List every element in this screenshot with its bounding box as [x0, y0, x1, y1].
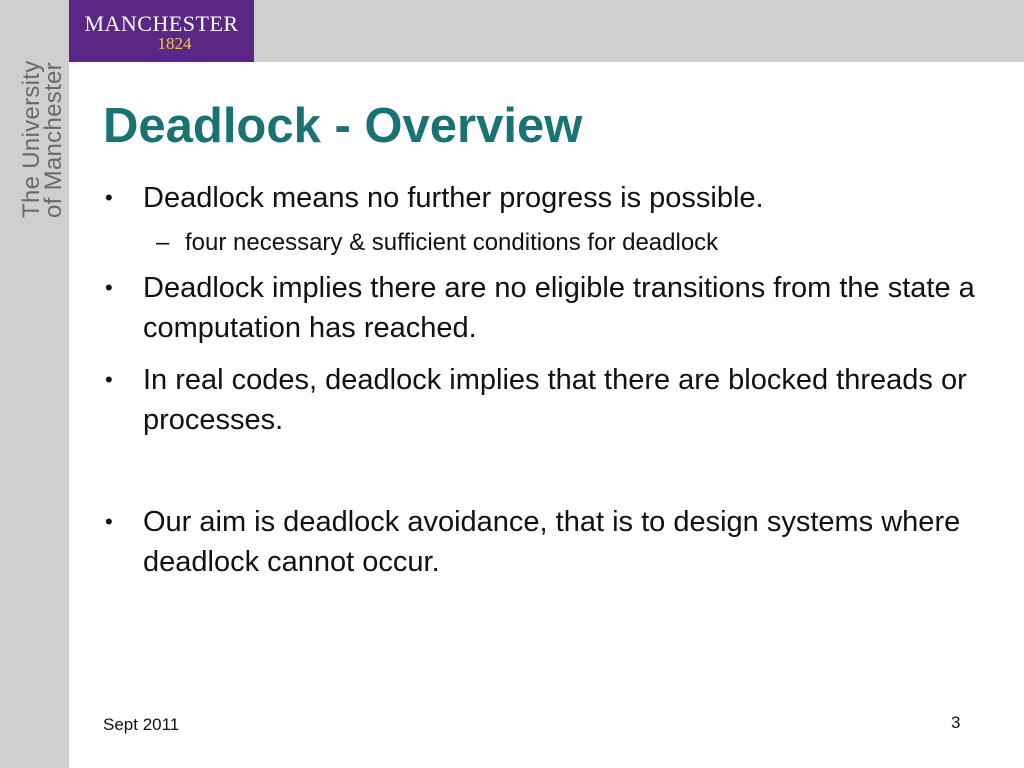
bullet-dot: • — [105, 185, 113, 210]
bullet-text: Deadlock means no further progress is possible. — [143, 182, 764, 214]
bullet-dot: • — [105, 509, 113, 534]
wordmark-line-1: The University — [18, 60, 45, 218]
slide-title: Deadlock - Overview — [103, 99, 583, 153]
bullet-text: Our aim is deadlock avoidance, that is to design systems where deadlock cannot occur. — [143, 506, 961, 578]
footer-date: Sept 2011 — [103, 715, 180, 734]
bullet-list — [103, 178, 983, 582]
vertical-wordmark — [18, 58, 67, 218]
bullet-item — [103, 268, 983, 348]
page-number: 3 — [951, 713, 961, 732]
sub-bullet-dash: – — [156, 229, 170, 256]
sub-bullet-item — [103, 228, 983, 258]
bullet-item — [103, 502, 983, 582]
bullet-item — [103, 178, 983, 218]
wordmark-line-2: of Manchester — [40, 62, 67, 218]
bullet-dot: • — [105, 275, 113, 300]
sub-bullet-text: four necessary & sufficient conditions for deadlock — [185, 229, 719, 256]
logo-year: 1824 — [157, 34, 192, 53]
bullet-text: In real codes, deadlock implies that there are blocked threads or processes. — [143, 364, 967, 436]
bullet-text: Deadlock implies there are no eligible transitions from the state a computation has reached. — [143, 272, 975, 344]
logo-name: MANCHESTER — [84, 11, 239, 36]
bullet-dot: • — [105, 367, 113, 392]
university-logo — [69, 0, 254, 62]
bullet-item — [103, 360, 983, 440]
